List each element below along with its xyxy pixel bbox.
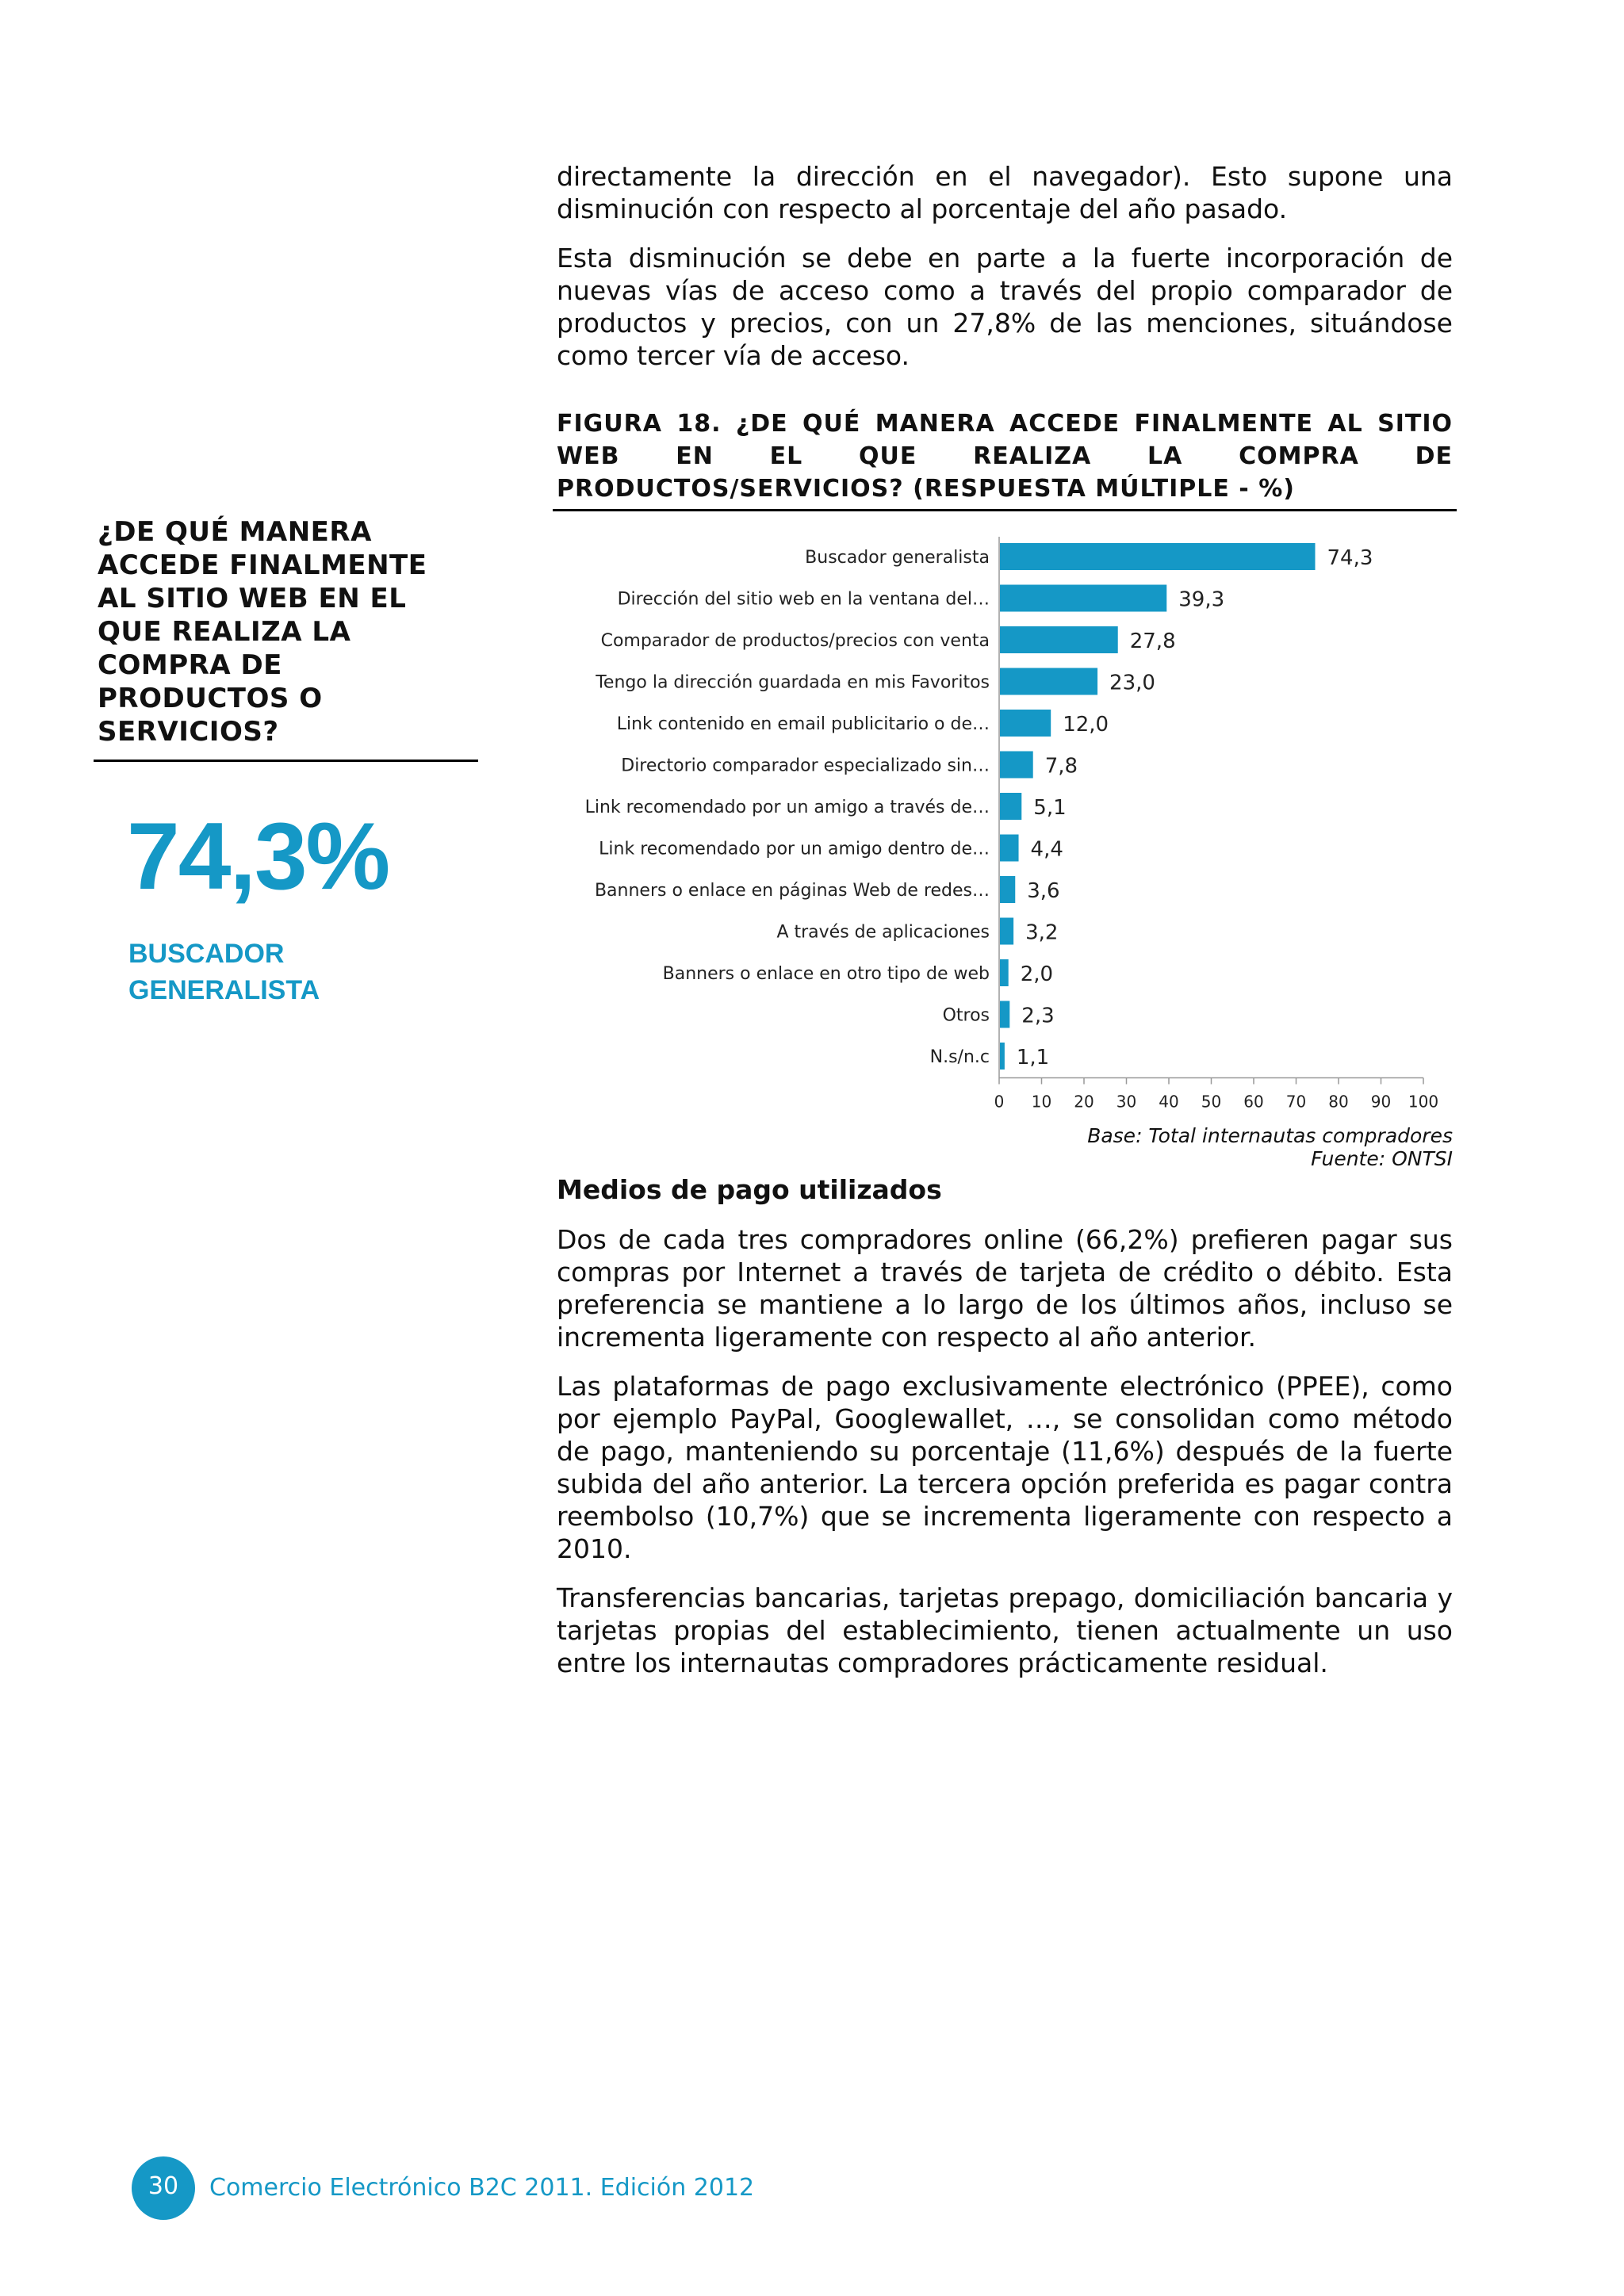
chart-bar bbox=[1000, 585, 1166, 612]
chart-value-label: 2,3 bbox=[1021, 1004, 1055, 1028]
sidebar-highlight-label: BUSCADOR GENERALISTA bbox=[128, 939, 320, 1005]
chart-value-label: 74,3 bbox=[1327, 546, 1373, 570]
chart-bar bbox=[1000, 835, 1019, 862]
chart-category-label: N.s/n.c bbox=[929, 1047, 990, 1067]
figure-source bbox=[1087, 1124, 1453, 1170]
chart-value-label: 5,1 bbox=[1033, 796, 1067, 820]
figure-source-note: Fuente: ONTSI bbox=[1311, 1147, 1453, 1170]
section-paragraph-1: Dos de cada tres compradores online (66,2%) prefieren pagar sus compras por Internet a través de tarjeta de crédito o débito. Esta preferencia se mantiene a lo largo de los últimos años, incluso se incrementa ligeramente con respecto al año anterior. bbox=[557, 1224, 1453, 1353]
chart-value-label: 23,0 bbox=[1109, 671, 1155, 695]
chart-category-label: Banners o enlace en otro tipo de web bbox=[662, 964, 990, 984]
chart-x-tick-label: 70 bbox=[1285, 1092, 1307, 1112]
figure-title-rule bbox=[553, 509, 1457, 511]
section-paragraph-3: Transferencias bancarias, tarjetas prepago, domiciliación bancaria y tarjetas propias del establecimiento, tienen actualmente un uso entre los internautas compradores prácticamente residual. bbox=[557, 1582, 1453, 1678]
section-paragraph-2: Las plataformas de pago exclusivamente electrónico (PPEE), como por ejemplo PayPal, Googlewallet, …, se consolidan como método de pago, manteniendo su porcentaje (11,6%) después de la fuerte subida del año anterior. La tercera opción preferida es pagar contra reembolso (10,7%) que se incrementa ligeramente con respecto a 2010. bbox=[557, 1371, 1453, 1564]
intro-text bbox=[557, 160, 1453, 372]
sidebar-highlight-value: 74,3% bbox=[127, 803, 389, 909]
chart-category-label: Dirección del sitio web en la ventana del… bbox=[617, 589, 990, 610]
chart-x-tick-label: 50 bbox=[1201, 1092, 1222, 1112]
section-heading: Medios de pago utilizados bbox=[557, 1174, 942, 1205]
chart-bar bbox=[1000, 626, 1118, 653]
chart-category-label: A través de aplicaciones bbox=[776, 922, 990, 943]
figure-title: FIGURA 18. ¿DE QUÉ MANERA ACCEDE FINALMENTE AL SITIO WEB EN EL QUE REALIZA LA COMPRA DE PRODUCTOS/SERVICIOS? (RESPUESTA MÚLTIPLE - %) bbox=[557, 410, 1453, 503]
chart-category-label: Buscador generalista bbox=[805, 548, 990, 568]
figure-base-note: Base: Total internautas compradores bbox=[1087, 1124, 1453, 1147]
chart-value-label: 39,3 bbox=[1178, 587, 1225, 612]
chart-value-label: 1,1 bbox=[1016, 1046, 1050, 1070]
chart-category-label: Otros bbox=[942, 1005, 990, 1026]
chart-x-tick-label: 0 bbox=[994, 1092, 1005, 1112]
chart-value-label: 3,6 bbox=[1027, 879, 1060, 903]
chart-bar bbox=[1000, 876, 1015, 903]
chart-bar bbox=[1000, 710, 1051, 737]
chart-value-label: 3,2 bbox=[1025, 920, 1059, 945]
sidebar-rule bbox=[94, 760, 478, 762]
section-body bbox=[557, 1223, 1453, 1679]
chart-category-label: Link recomendado por un amigo dentro de… bbox=[599, 839, 990, 859]
chart-bar bbox=[1000, 793, 1021, 820]
intro-paragraph-2: Esta disminución se debe en parte a la fuerte incorporación de nuevas vías de acceso como a través del propio comparador de productos y precios, con un 27,8% de las menciones, situándose como tercer vía de acceso. bbox=[557, 243, 1453, 371]
chart-bar bbox=[1000, 1001, 1009, 1028]
chart-bar bbox=[1000, 918, 1013, 945]
chart-x-tick-label: 90 bbox=[1370, 1092, 1392, 1112]
chart-bar bbox=[1000, 668, 1097, 695]
chart-category-label: Banners o enlace en páginas Web de redes… bbox=[594, 881, 990, 901]
chart-category-label: Directorio comparador especializado sin… bbox=[621, 756, 990, 776]
chart-x-tick-label: 10 bbox=[1031, 1092, 1052, 1112]
chart-x-tick-label: 30 bbox=[1116, 1092, 1137, 1112]
access-methods-bar-chart bbox=[555, 527, 1459, 1114]
chart-bar bbox=[1000, 752, 1033, 779]
chart-category-label: Comparador de productos/precios con venta bbox=[600, 631, 990, 651]
chart-value-label: 12,0 bbox=[1063, 713, 1109, 737]
page-number-badge: 30 bbox=[132, 2156, 195, 2220]
footer-publication-title: Comercio Electrónico B2C 2011. Edición 2012 bbox=[209, 2174, 755, 2202]
chart-value-label: 2,0 bbox=[1020, 962, 1054, 986]
chart-x-tick-label: 40 bbox=[1159, 1092, 1179, 1112]
chart-bar bbox=[1000, 543, 1316, 570]
chart-value-label: 7,8 bbox=[1044, 754, 1078, 779]
chart-x-tick-label: 100 bbox=[1408, 1092, 1439, 1112]
chart-bar bbox=[1000, 959, 1009, 986]
chart-x-tick-label: 60 bbox=[1243, 1092, 1264, 1112]
chart-x-tick-label: 80 bbox=[1328, 1092, 1349, 1112]
chart-category-label: Link recomendado por un amigo a través de… bbox=[584, 798, 990, 817]
intro-paragraph-1: directamente la dirección en el navegador). Esto supone una disminución con respecto al porcentaje del año pasado. bbox=[557, 161, 1453, 224]
chart-x-tick-label: 20 bbox=[1074, 1092, 1094, 1112]
chart-category-label: Tengo la dirección guardada en mis Favoritos bbox=[596, 672, 990, 693]
sidebar-question: ¿DE QUÉ MANERA ACCEDE FINALMENTE AL SITIO WEB EN EL QUE REALIZA LA COMPRA DE PRODUCTOS O SERVICIOS? bbox=[98, 516, 427, 748]
chart-category-label: Link contenido en email publicitario o de… bbox=[616, 714, 990, 734]
chart-bar bbox=[1000, 1043, 1005, 1070]
chart-value-label: 4,4 bbox=[1030, 837, 1063, 862]
chart-value-label: 27,8 bbox=[1129, 629, 1176, 653]
